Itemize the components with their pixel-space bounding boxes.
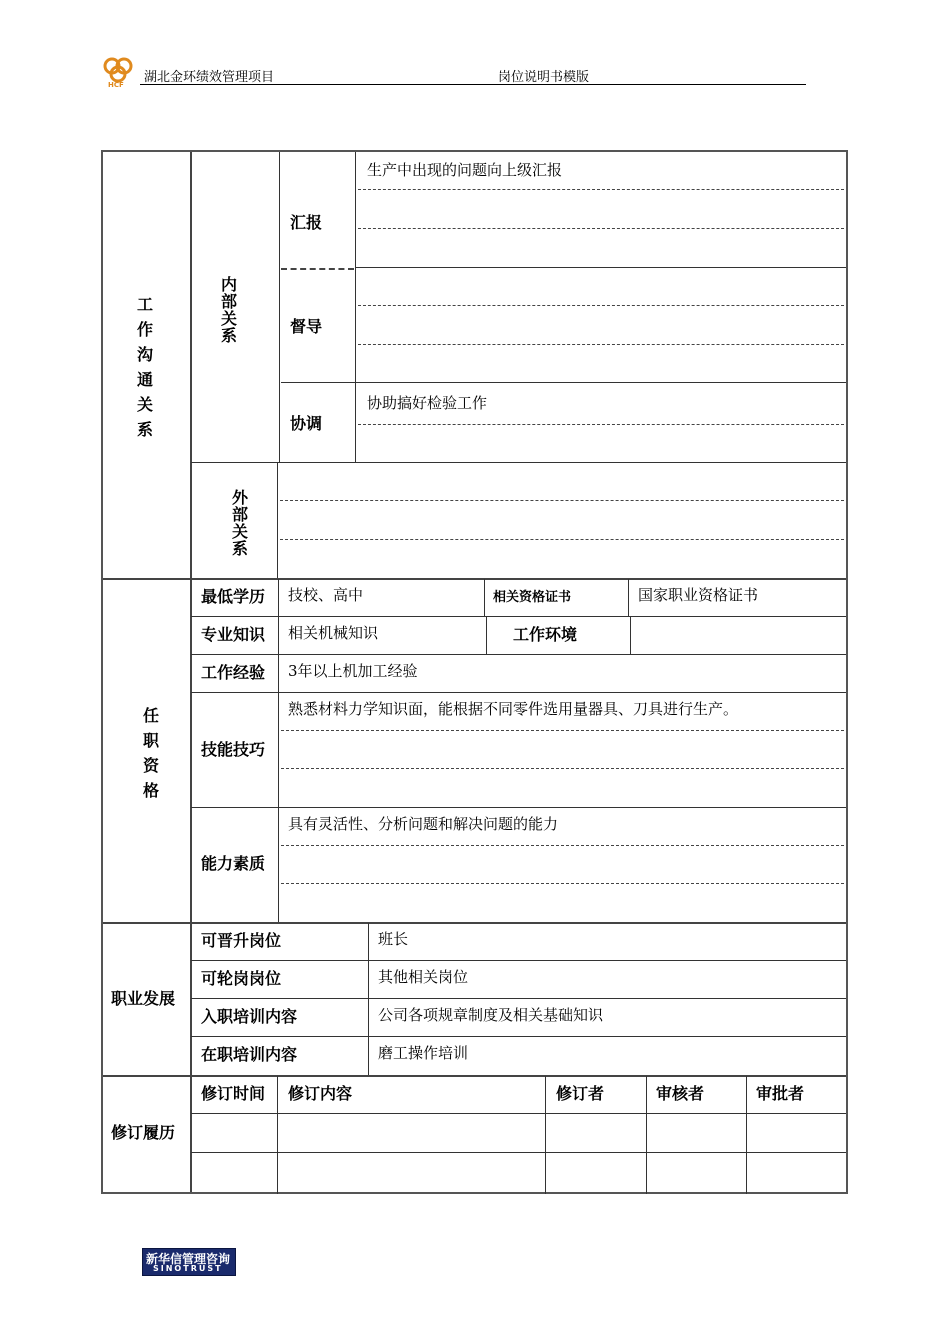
coordinate-text: 协助搞好检验工作 [367,394,488,412]
skills-value: 熟悉材料力学知识面，能根据不同零件选用量器具、刀具进行生产。 [288,700,739,718]
environment-label: 工作环境 [513,625,578,644]
promotion-label: 可晋升岗位 [201,931,282,950]
revision-col-content: 修订内容 [288,1084,353,1103]
logo-text: HCF [108,81,124,89]
education-label: 最低学历 [201,587,266,606]
doc-title: 岗位说明书模版 [498,70,590,85]
revision-col-approver: 审批者 [756,1084,805,1103]
company-project: 湖北金环绩效管理项目 [144,70,275,85]
certificate-value: 国家职业资格证书 [638,586,759,604]
ability-label: 能力素质 [201,854,266,873]
header-rule [140,84,806,85]
revision-col-reviewer: 审核者 [656,1084,705,1103]
revision-col-time: 修订时间 [201,1084,266,1103]
rotation-label: 可轮岗岗位 [201,969,282,988]
skills-label: 技能技巧 [201,740,266,759]
report-text: 生产中出现的问题向上级汇报 [367,161,563,179]
report-label: 汇报 [290,213,323,232]
promotion-value: 班长 [378,930,409,948]
knowledge-value: 相关机械知识 [288,624,379,642]
experience-label: 工作经验 [201,663,266,682]
onjob-value: 磨工操作培训 [378,1044,469,1062]
section-career: 职业发展 [111,989,176,1008]
experience-value: 3年以上机加工经验 [288,662,418,680]
rotation-value: 其他相关岗位 [378,968,469,986]
section-revision: 修订履历 [111,1123,176,1142]
supervise-label: 督导 [290,317,323,336]
onjob-label: 在职培训内容 [201,1045,298,1064]
footer-logo-cn: 新华信管理咨询 [146,1252,231,1266]
coordinate-label: 协调 [290,414,323,433]
knowledge-label: 专业知识 [201,625,266,644]
certificate-label: 相关资格证书 [493,590,572,605]
education-value: 技校、高中 [288,586,364,604]
external-relations-label: 外部关系 [231,488,248,558]
revision-col-reviser: 修订者 [556,1084,605,1103]
induction-label: 入职培训内容 [201,1007,298,1026]
footer-logo-en: SINOTRUST [153,1264,223,1273]
section-qualification: 任职资格 [142,706,159,800]
section-communication: 工作沟通关系 [136,295,153,439]
footer-logo [142,1248,236,1276]
company-logo [100,54,138,90]
ability-value: 具有灵活性、分析问题和解决问题的能力 [288,815,559,833]
internal-relations-label: 内部关系 [220,275,237,345]
induction-value: 公司各项规章制度及相关基础知识 [378,1006,604,1024]
